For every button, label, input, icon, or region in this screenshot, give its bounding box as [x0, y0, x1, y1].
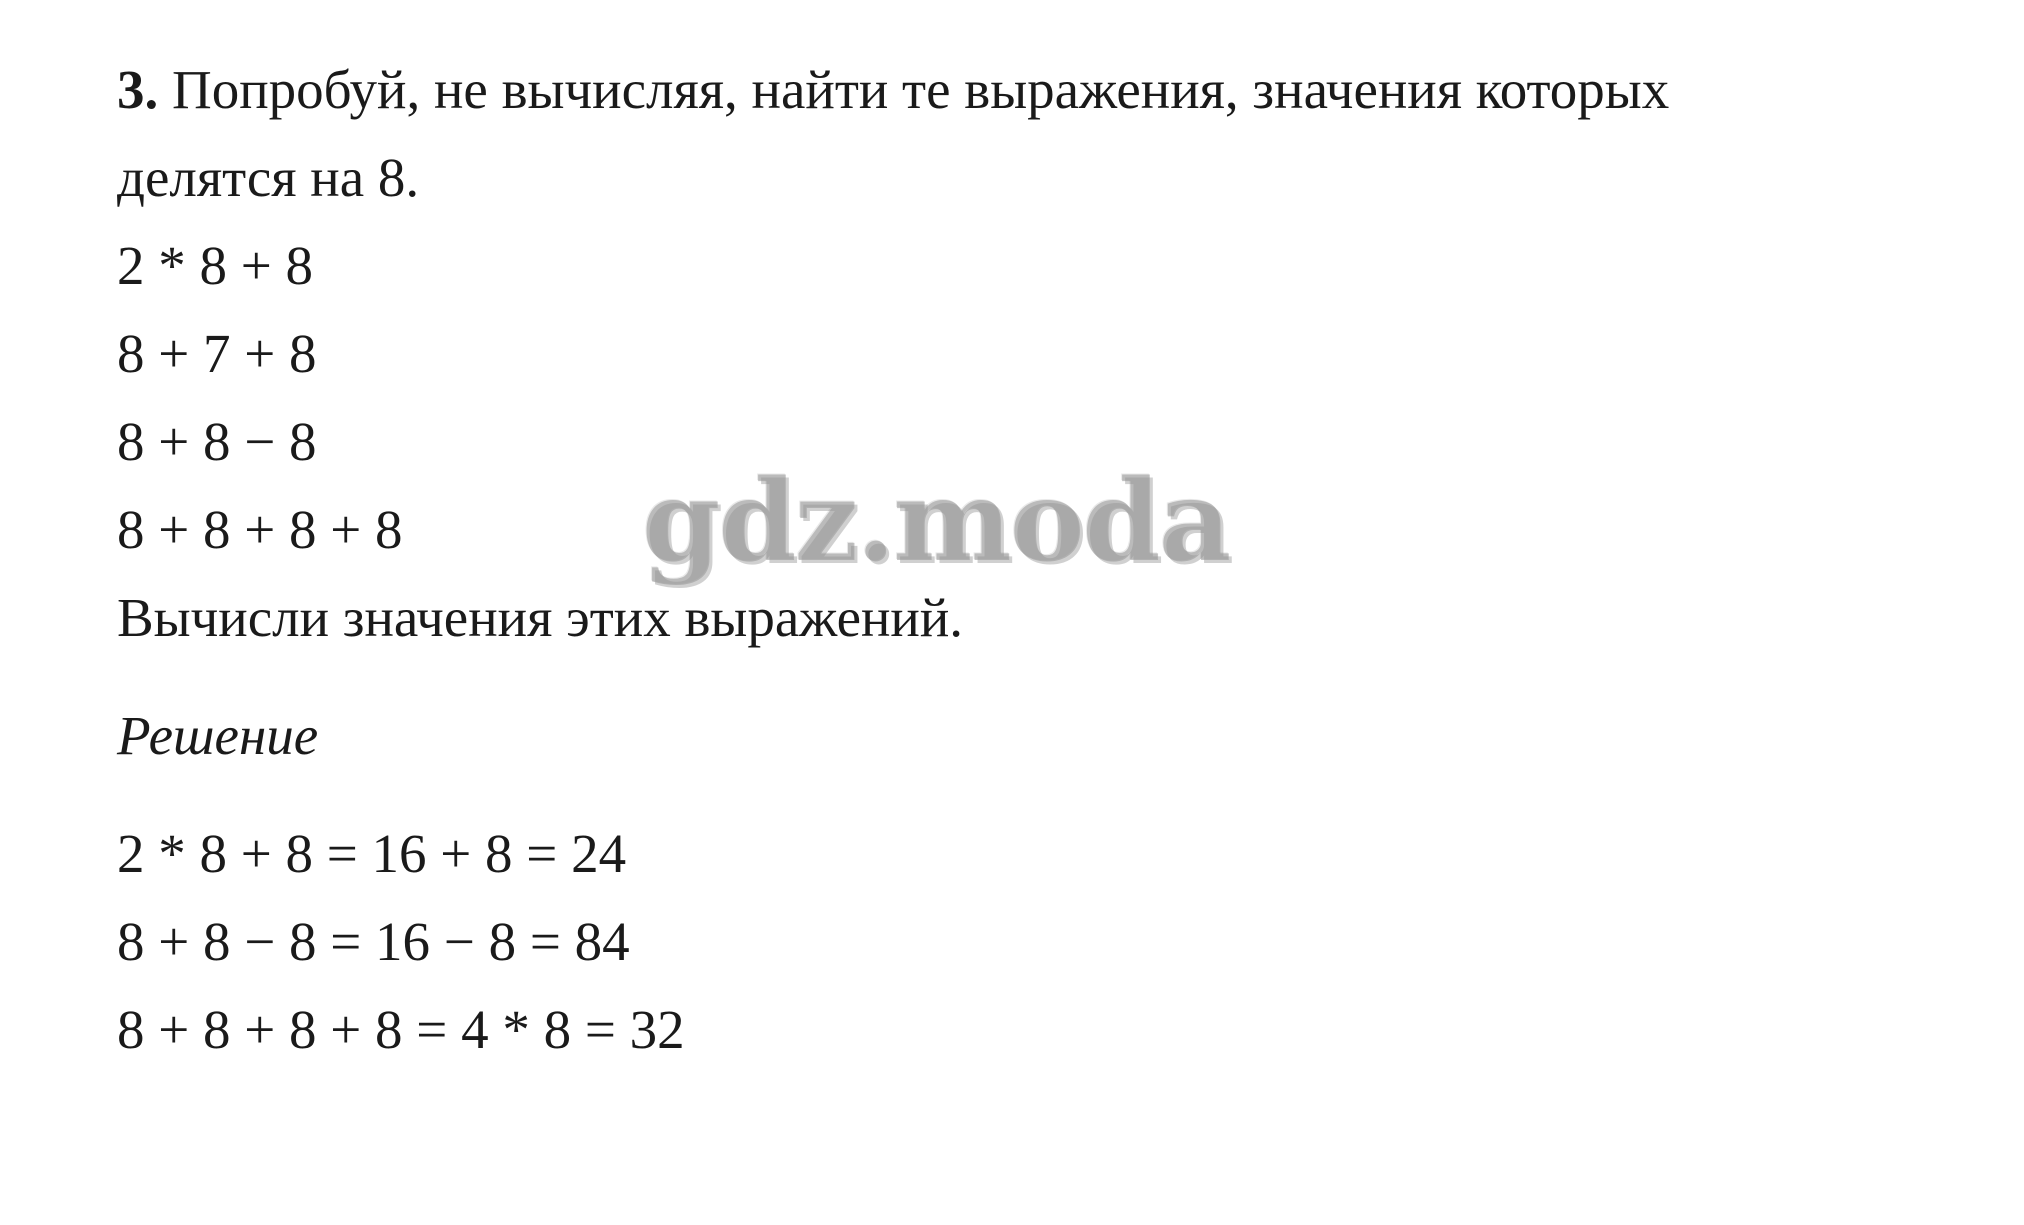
solution-line-3: 8 + 8 + 8 + 8 = 4 * 8 = 32	[117, 999, 685, 1060]
expression-1: 2 * 8 + 8	[117, 235, 314, 296]
watermark-logo: gdz.moda	[642, 456, 1230, 587]
expression-4: 8 + 8 + 8 + 8	[117, 499, 403, 560]
solution-line-1: 2 * 8 + 8 = 16 + 8 = 24	[117, 823, 627, 884]
task-text-line-1: Попробуй, не вычисляя, найти те выражения, значения которых	[172, 59, 1670, 120]
expression-2: 8 + 7 + 8	[117, 323, 317, 384]
expression-3: 8 + 8 − 8	[117, 411, 317, 472]
task-statement-line-1	[117, 58, 1669, 122]
task-number: 3.	[117, 59, 159, 120]
task-instruction: Вычисли значения этих выражений.	[117, 587, 964, 648]
solution-heading: Решение	[117, 705, 319, 766]
solution-line-2: 8 + 8 − 8 = 16 − 8 = 84	[117, 911, 630, 972]
task-text-line-2: делятся на 8.	[117, 147, 420, 208]
